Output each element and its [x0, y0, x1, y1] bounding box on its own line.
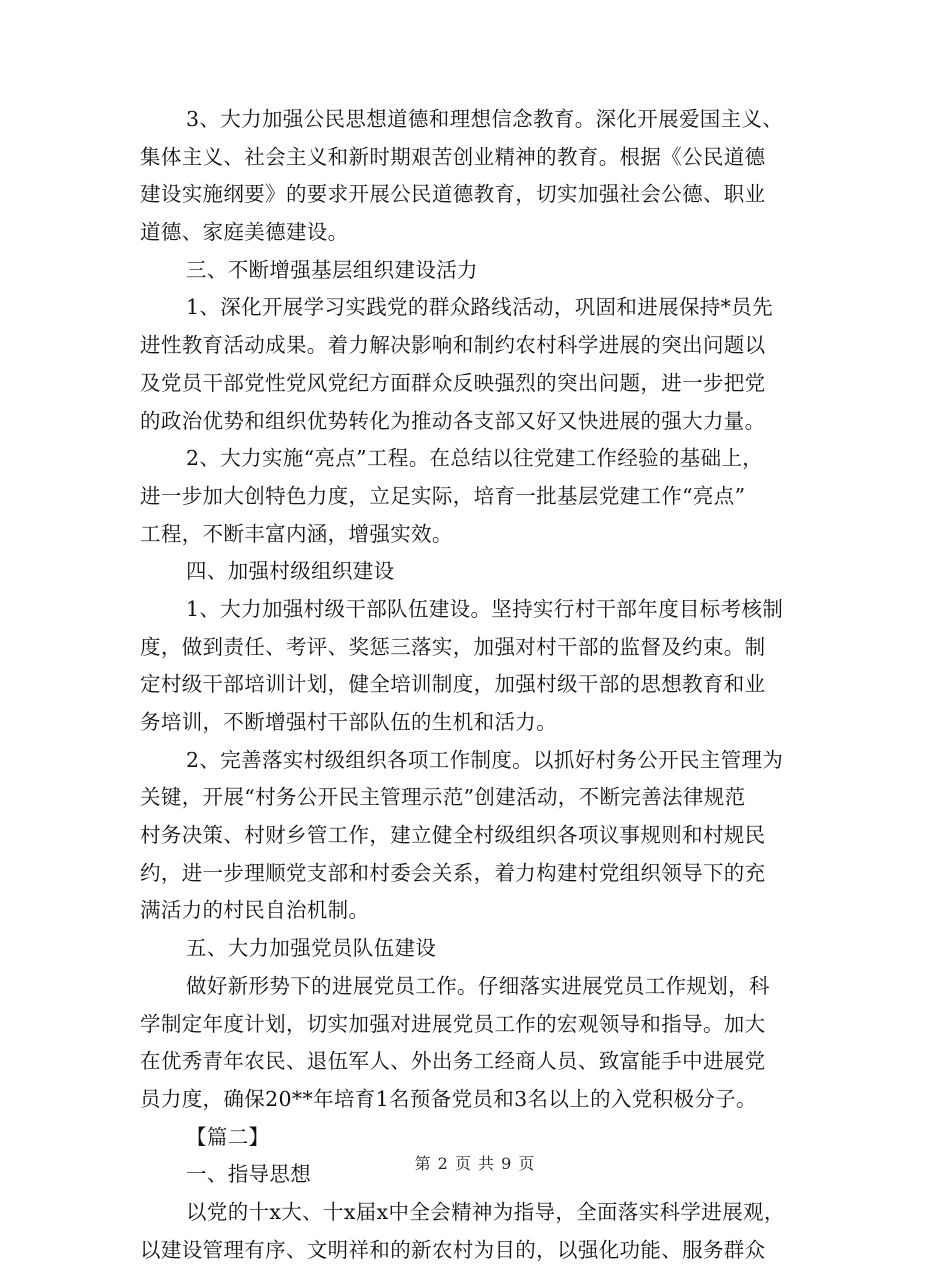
paragraph-first-line: 【篇二】: [186, 1124, 270, 1149]
paragraph-line: 务培训，不断增强村干部队伍的生机和活力。: [140, 710, 557, 734]
paragraph-line: 学制定年度计划，切实加强对进展党员工作的宏观领导和指导。加大: [140, 1011, 766, 1036]
paragraph-line: 的政治优势和组织优势转化为推动各支部又好又快进展的强大力量。: [140, 408, 766, 433]
paragraph-line: 定村级干部培训计划，健全培训制度，加强村级干部的思想教育和业: [140, 672, 766, 697]
paragraph-first-line: 1、深化开展学习实践党的群众路线活动，巩固和进展保持*员先: [186, 295, 773, 320]
paragraph-line: 及党员干部党性党风党纪方面群众反映强烈的突出问题，进一步把党: [140, 370, 766, 395]
paragraph-line: 工程，不断丰富内涵，增强实效。: [140, 521, 453, 546]
paragraph-first-line: 做好新形势下的进展党员工作。仔细落实进展党员工作规划，科: [186, 973, 770, 998]
paragraph-line: 道德、家庭美德建设。: [140, 220, 349, 245]
paragraph-first-line: 2、完善落实村级组织各项工作制度。以抓好村务公开民主管理为: [186, 747, 784, 772]
paragraph-line: 进性教育活动成果。着力解决影响和制约农村科学进展的突出问题以: [140, 333, 766, 358]
paragraph-first-line: 四、加强村级组织建设: [186, 559, 395, 584]
paragraph-first-line: 1、大力加强村级干部队伍建设。坚持实行村干部年度目标考核制: [186, 596, 784, 621]
page-footer: 第 2 页 共 9 页: [414, 1154, 536, 1173]
paragraph-line: 度，做到责任、考评、奖惩三落实，加强对村干部的监督及约束。制: [140, 634, 766, 659]
paragraph-first-line: 五、大力加强党员队伍建设: [186, 936, 437, 961]
paragraph-line: 满活力的村民自治机制。: [140, 898, 370, 923]
paragraph-first-line: 2、大力实施“亮点”工程。在总结以往党建工作经验的基础上，: [186, 446, 764, 471]
paragraph-line: 以建设管理有序、文明祥和的新农村为目的，以强化功能、服务群众: [140, 1237, 766, 1262]
paragraph-line: 在优秀青年农民、退伍军人、外出务工经商人员、致富能手中进展党: [140, 1049, 766, 1074]
paragraph-line: 建设实施纲要》的要求开展公民道德教育，切实加强社会公德、职业: [140, 182, 766, 207]
document-body: [140, 101, 830, 1269]
paragraph-first-line: 一、指导思想: [186, 1162, 312, 1187]
paragraph-line: 村务决策、村财乡管工作，建立健全村级组织各项议事规则和村规民: [140, 823, 766, 848]
paragraph-first-line: 以党的十x大、十x届x中全会精神为指导，全面落实科学进展观，: [186, 1199, 785, 1224]
paragraph-line: 集体主义、社会主义和新时期艰苦创业精神的教育。根据《公民道德: [140, 144, 766, 169]
paragraph-first-line: 三、不断增强基层组织建设活力: [186, 257, 478, 282]
paragraph-line: 关键，开展“村务公开民主管理示范”创建活动，不断完善法律规范: [140, 785, 746, 810]
paragraph-line: 进一步加大创特色力度，立足实际，培育一批基层党建工作“亮点”: [140, 483, 746, 508]
paragraph-first-line: 3、大力加强公民思想道德和理想信念教育。深化开展爱国主义、: [186, 107, 784, 131]
paragraph-line: 员力度，确保20**年培育1名预备党员和3名以上的入党积极分子。: [140, 1086, 757, 1111]
paragraph-line: 约，进一步理顺党支部和村委会关系，着力构建村党组织领导下的充: [140, 860, 766, 885]
